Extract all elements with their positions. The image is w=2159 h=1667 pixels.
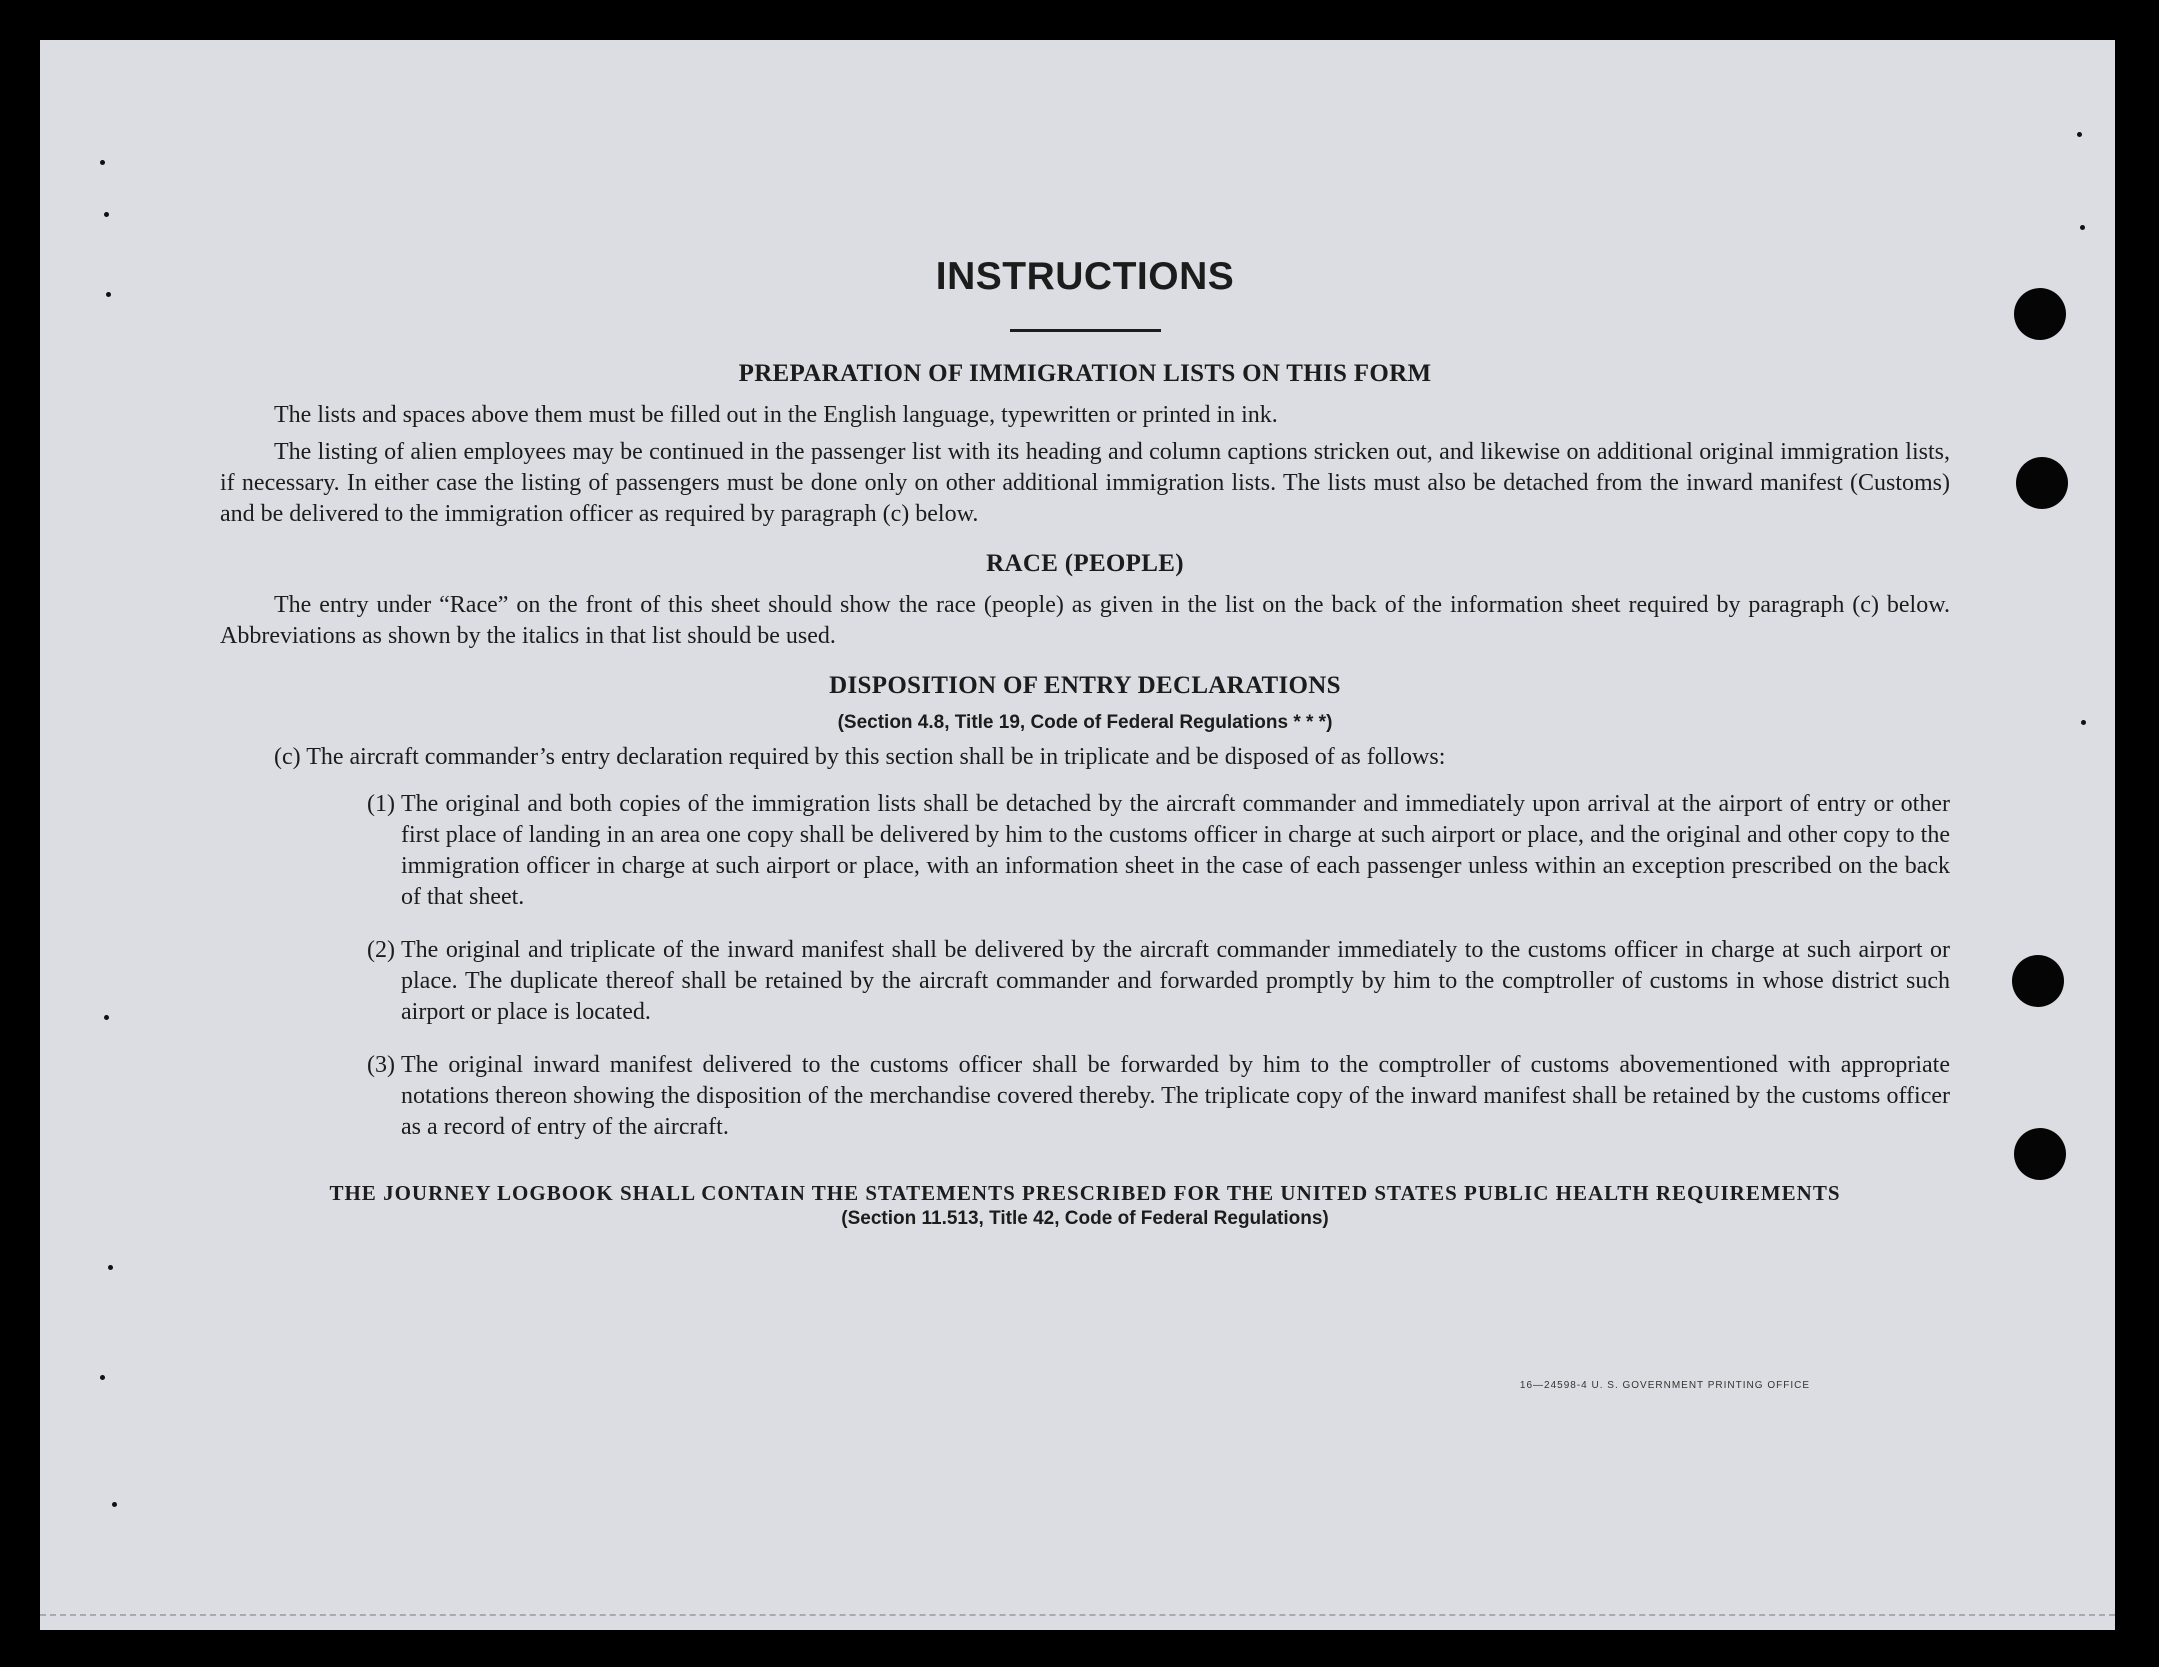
list-item-text: The original and both copies of the immigration lists shall be detached by the aircraft commander and immediately upon arrival at the airport of entry or other first place of landing in an area one copy shall be delivered by him to the customs officer in charge at such airport or place, and the original and other copy to the immigration officer in charge at such airport or place, with an information sheet in the case of each passenger unless within an exception prescribed on the back of that sheet. [401, 791, 1950, 910]
race-paragraph: The entry under “Race” on the front of this sheet should show the race (people) as given in the list on the back of the information sheet required by paragraph (c) below. Abbreviations as shown by the italics in that list should be used. [220, 592, 1950, 649]
disposition-paragraph-c: (c) The aircraft commander’s entry declaration required by this section shall be in triplicate and be disposed of as follows: [274, 744, 1446, 770]
list-item-number: (1) [367, 791, 395, 817]
scan-speck [108, 1265, 113, 1270]
document-page [40, 40, 2115, 1630]
scan-speck [100, 1375, 105, 1380]
scan-speck [100, 160, 105, 165]
printing-office-imprint: 16—24598-4 U. S. GOVERNMENT PRINTING OFFICE [1519, 1380, 1810, 1391]
list-item [220, 789, 1950, 913]
scan-speck [2081, 720, 2086, 725]
list-item-text: The original inward manifest delivered to the customs officer shall be forwarded by him to the comptroller of customs abovementioned with appropriate notations thereon showing the disposition of the merchandise covered thereby. The triplicate copy of the inward manifest shall be retained by the customs officer as a record of entry of the aircraft. [401, 1052, 1950, 1140]
heading-race: RACE (PEOPLE) [986, 550, 1184, 577]
scan-speck [104, 212, 109, 217]
punch-hole [2014, 288, 2066, 340]
page-title: INSTRUCTIONS [935, 255, 1235, 298]
health-requirements-line: THE JOURNEY LOGBOOK SHALL CONTAIN THE STATEMENTS PRESCRIBED FOR THE UNITED STATES PUBLIC HEALTH REQUIREMENTS [329, 1181, 1841, 1205]
disposition-citation: (Section 4.8, Title 19, Code of Federal Regulations * * *) [837, 712, 1333, 733]
scan-speck [112, 1502, 117, 1507]
punch-hole [2016, 457, 2068, 509]
instructions-content [220, 255, 1950, 1230]
heading-disposition: DISPOSITION OF ENTRY DECLARATIONS [829, 672, 1341, 699]
scan-speck [2077, 132, 2082, 137]
scan-speck [104, 1015, 109, 1020]
title-rule [1010, 329, 1161, 332]
punch-hole [2014, 1128, 2066, 1180]
punch-hole [2012, 955, 2064, 1007]
preparation-paragraph-2: The listing of alien employees may be continued in the passenger list with its heading and column captions stricken out, and likewise on additional original immigration lists, if necessary. In either case the listing of passengers must be done only on other additional immigration lists. The lists must also be detached from the inward manifest (Customs) and be delivered to the immigration officer as required by paragraph (c) below. [220, 439, 1950, 527]
heading-preparation: PREPARATION OF IMMIGRATION LISTS ON THIS FORM [738, 360, 1432, 387]
scan-speck [2080, 225, 2085, 230]
list-item [220, 1050, 1950, 1143]
list-item-number: (2) [367, 937, 395, 963]
health-requirements-citation: (Section 11.513, Title 42, Code of Federal Regulations) [841, 1208, 1329, 1229]
sheet-edge [40, 1614, 2115, 1616]
list-item-text: The original and triplicate of the inward manifest shall be delivered by the aircraft commander immediately to the customs officer in charge at such airport or place. The duplicate thereof shall be retained by the aircraft commander and forwarded promptly by him to the comptroller of customs in whose district such airport or place is located. [401, 937, 1950, 1025]
list-item [220, 935, 1950, 1028]
list-item-number: (3) [367, 1052, 395, 1078]
preparation-paragraph-1: The lists and spaces above them must be filled out in the English language, typewritten or printed in ink. [274, 402, 1278, 428]
scan-speck [106, 292, 111, 297]
